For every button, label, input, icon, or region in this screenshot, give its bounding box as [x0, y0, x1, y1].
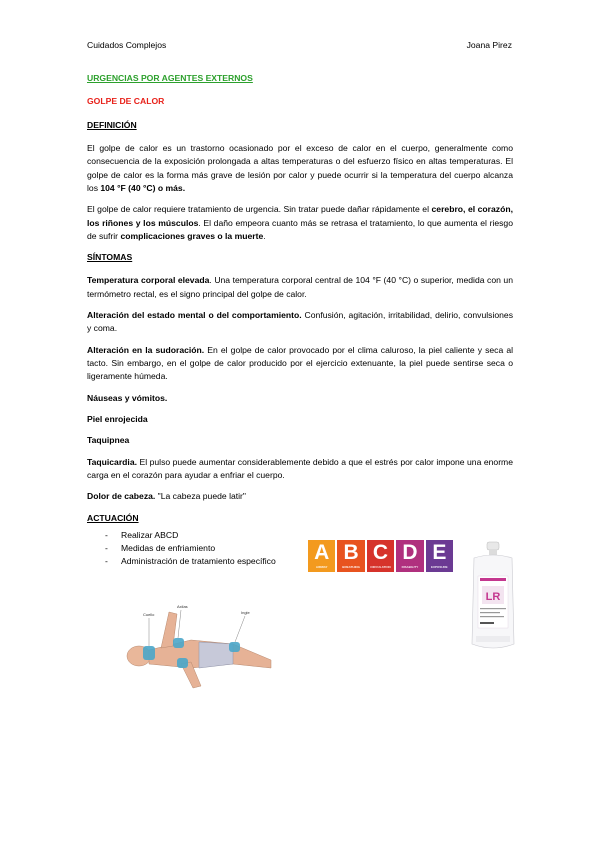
actuacion-heading: ACTUACIÓN [87, 512, 139, 523]
abcde-block-c: C CIRCULATION [367, 540, 394, 572]
sintoma-mental: Alteración del estado mental o del comportamiento. Confusión, agitación, irritabilidad, delirio, convulsiones y coma. [87, 310, 513, 334]
definicion-paragraph-1: El golpe de calor es un trastorno ocasionado por el exceso de calor en el cuerpo, generalmente como consecuencia de la exposición prolongada a altas temperaturas o del esfuerzo físico en altas temperaturas. El golpe de calor es la forma más grave de lesión por calor y puede ocurrir si la temperatura del cuerpo alcanza los 104 °F (40 °C) o más. [87, 142, 513, 193]
abcde-block-d: D DISABILITY [396, 540, 423, 572]
label-cuello: Cuello [143, 612, 155, 617]
cooling-points-illustration [121, 598, 273, 693]
sintoma-dolor-cabeza: Dolor de cabeza. "La cabeza puede latir" [87, 491, 246, 502]
section-title: URGENCIAS POR AGENTES EXTERNOS [87, 73, 253, 83]
sintoma-piel: Piel enrojecida [87, 413, 148, 424]
ice-pack-groin [229, 642, 240, 652]
label-axilas: Axilas [177, 604, 188, 609]
sintoma-temperatura: Temperatura corporal elevada. Una temperatura corporal central de 104 °F (40 °C) o superior, medida con un termómetro rectal, es el signo principal del golpe de calor. [87, 275, 513, 299]
abcde-block-e: E EXPOSURE [426, 540, 453, 572]
definicion-paragraph-2: El golpe de calor requiere tratamiento de urgencia. Sin tratar puede dañar rápidamente el cerebro, el corazón, los riñones y los músculos. El daño empeora cuanto más se retrasa el tratamiento, lo que aumenta el riesgo de sufrir complicaciones graves o la muerte. [87, 204, 513, 241]
sintoma-taquipnea: Taquipnea [87, 435, 130, 446]
header-right: Joana Pirez [466, 40, 512, 50]
sintoma-taquicardia: Taquicardia. El pulso puede aumentar considerablemente debido a que el estrés por calor impone una enorme carga en el corazón para ayudar a enfriar el cuerpo. [87, 456, 513, 480]
list-item: - Administración de tratamiento específico [87, 555, 513, 568]
ice-pack-axilla-2 [177, 658, 188, 668]
document-body [87, 72, 513, 567]
abcde-block-b: B BREATHING [337, 540, 364, 572]
definicion-heading: DEFINICIÓN [87, 119, 137, 130]
list-item: - Realizar ABCD [87, 529, 513, 542]
ivbag-label: LR [485, 591, 501, 603]
sintomas-heading: SÍNTOMAS [87, 252, 133, 263]
label-ingle: Ingle [241, 610, 250, 615]
abcde-block-a: A AIRWAY [308, 540, 335, 572]
sintoma-sudoracion: Alteración en la sudoración. En el golpe de calor provocado por el clima caluroso, la piel caliente y seca al tacto. Sin embargo, en el golpe de calor producido por el ejercicio extenuante, la piel puede sentirse seca o ligeramente húmeda. [87, 344, 514, 382]
header-left: Cuidados Complejos [87, 40, 167, 50]
topic-title: GOLPE DE CALOR [87, 96, 165, 107]
ice-pack-neck [143, 646, 155, 660]
abcde-graphic [308, 540, 453, 572]
ice-pack-axilla [173, 638, 184, 648]
ringer-lactate-bag [468, 540, 518, 656]
sintoma-nauseas: Náuseas y vómitos. [87, 392, 168, 403]
list-item: - Medidas de enfriamiento [87, 542, 513, 555]
